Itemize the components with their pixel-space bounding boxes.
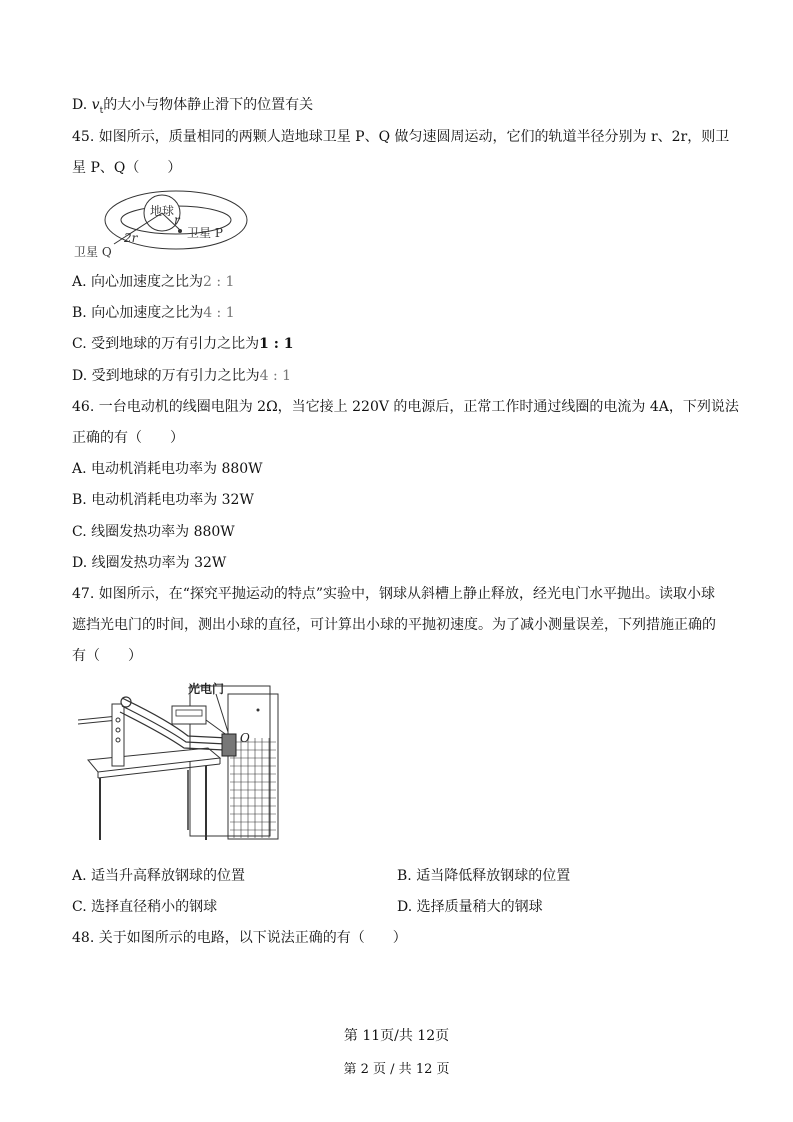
r-label: r: [174, 213, 180, 227]
option-letter: D.: [72, 368, 88, 384]
q47-option-c: [72, 898, 217, 916]
option-letter: B.: [72, 305, 87, 321]
option-text: 的大小与物体静止滑下的位置有关: [103, 97, 314, 113]
table-top: [88, 748, 220, 772]
q47-option-d: [397, 898, 543, 916]
satellite-p: [178, 229, 182, 233]
option-text: 线圈发热功率为 880W: [91, 524, 235, 540]
gate-pointer: [216, 694, 228, 732]
board-pin: [257, 709, 260, 712]
satellite-q-label: 卫星 Q: [74, 245, 112, 259]
option-value: 4 : 1: [203, 305, 235, 321]
satellite-p-label: 卫星 P: [187, 226, 223, 240]
q45-stem-line-1: 45. 如图所示，质量相同的两颗人造地球卫星 P、Q 做匀速圆周运动，它们的轨道半径分别为 r、2r，则卫: [72, 129, 730, 145]
q47-stem-line-1: 47. 如图所示，在“探究平抛运动的特点”实验中，钢球从斜槽上静止释放，经光电门水平抛出。读取小球: [72, 586, 716, 602]
q45-option-a: [72, 273, 234, 291]
q46-option-a: [72, 460, 263, 478]
orbit-diagram: [72, 186, 254, 262]
q46-option-b: [72, 491, 254, 509]
q48-stem-line-1: 48. 关于如图所示的电路，以下说法正确的有（ ）: [72, 930, 407, 946]
photogate-label: 光电门: [188, 682, 225, 696]
option-value: 2 : 1: [203, 274, 235, 290]
page-number-outer: 第 2 页 / 共 12 页: [343, 1062, 450, 1077]
option-letter: A.: [72, 274, 87, 290]
q46-option-d: [72, 554, 226, 572]
option-text: 电动机消耗电功率为 32W: [91, 492, 254, 508]
option-letter: C.: [72, 899, 87, 915]
option-value: 1 : 1: [259, 336, 294, 352]
q46-option-c: [72, 523, 235, 541]
option-letter: B.: [397, 868, 412, 884]
velocity-subscript: t: [99, 105, 104, 116]
q45-stem-line-2: 星 P、Q（ ）: [72, 160, 182, 176]
option-text: 向心加速度之比为: [91, 305, 204, 321]
option-text: 受到地球的万有引力之比为: [91, 368, 260, 384]
page-number-inner: 第 11页/共 12页: [343, 1028, 450, 1044]
q47-stem-line-2: 遮挡光电门的时间，测出小球的直径，可计算出小球的平抛初速度。为了减小测量误差，下列措施正确的: [72, 617, 716, 633]
option-text: 线圈发热功率为 32W: [91, 555, 227, 571]
q45-option-b: [72, 304, 235, 322]
option-text: 选择质量稍大的钢球: [416, 899, 543, 915]
two-r-label: 2r: [124, 231, 138, 245]
q45-option-c: [72, 335, 294, 353]
q45-option-d: [72, 367, 291, 385]
option-text: 向心加速度之比为: [91, 274, 204, 290]
q46-stem-line-1: 46. 一台电动机的线圈电阻为 2Ω，当它接上 220V 的电源后，正常工作时通过线圈的电流为 4A，下列说法: [72, 399, 739, 415]
q44-option-d: [72, 96, 313, 120]
option-text: 适当降低释放钢球的位置: [416, 868, 571, 884]
option-letter: C.: [72, 336, 87, 352]
q47-option-a: [72, 867, 245, 885]
earth-label: 地球: [150, 204, 175, 218]
option-text: 选择直径稍小的钢球: [91, 899, 218, 915]
photogate: [222, 734, 236, 756]
option-text: 受到地球的万有引力之比为: [91, 336, 260, 352]
q47-option-b: [397, 867, 570, 885]
option-letter: A.: [72, 461, 87, 477]
option-text: 适当升高释放钢球的位置: [91, 868, 246, 884]
q47-stem-line-3: 有（ ）: [72, 648, 142, 664]
option-text: 电动机消耗电功率为 880W: [91, 461, 263, 477]
timer-box: [172, 706, 206, 724]
option-letter: A.: [72, 868, 87, 884]
option-letter: C.: [72, 524, 87, 540]
projectile-apparatus-diagram: [78, 680, 283, 844]
origin-label: O: [240, 731, 250, 745]
velocity-symbol: v: [91, 97, 100, 113]
q46-stem-line-2: 正确的有（ ）: [72, 430, 184, 446]
coordinate-grid: [230, 738, 276, 838]
option-letter: D.: [72, 97, 92, 113]
option-letter: D.: [397, 899, 413, 915]
option-letter: B.: [72, 492, 87, 508]
option-value: 4 : 1: [259, 368, 292, 384]
option-letter: D.: [72, 555, 88, 571]
